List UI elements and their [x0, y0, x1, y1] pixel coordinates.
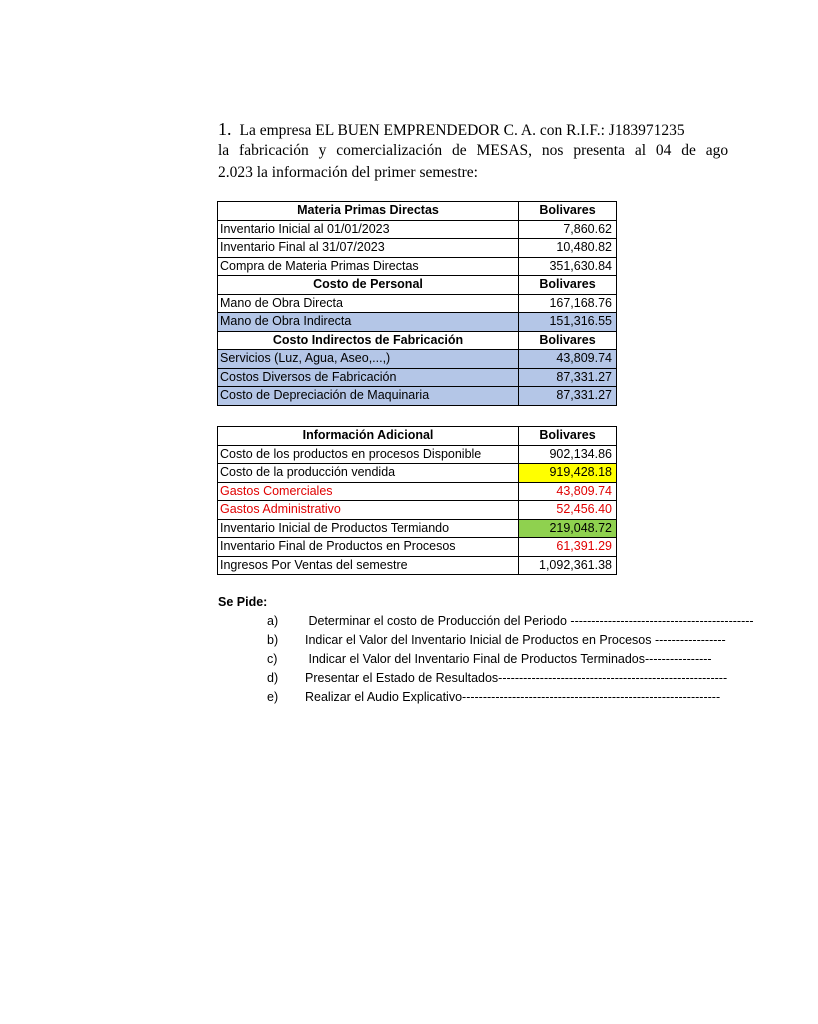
row-value-yellow-highlight: 919,428.18: [519, 464, 617, 483]
item-text: Indicar el Valor del Inventario Inicial de Productos en Procesos -----------------: [305, 633, 726, 647]
row-label: Inventario Final al 31/07/2023: [218, 239, 519, 258]
item-letter: e): [267, 690, 279, 704]
item-letter: a): [267, 614, 279, 628]
table-row: [218, 464, 617, 483]
intro-line-3: 2.023 la información del primer semestre:: [218, 164, 478, 181]
cost-table: [217, 201, 617, 406]
intro-line-2: la fabricación y comercialización de MESAS, nos presenta al 04 de ago: [218, 142, 729, 159]
row-label: Compra de Materia Primas Directas: [218, 257, 519, 276]
row-label: Servicios (Luz, Agua, Aseo,...,): [218, 350, 519, 369]
row-value: 87,331.27: [519, 368, 617, 387]
list-item: [218, 688, 721, 707]
row-value: 902,134.86: [519, 445, 617, 464]
table-header-row: [218, 427, 617, 446]
row-value: 7,860.62: [519, 220, 617, 239]
row-label: Costo de la producción vendida: [218, 464, 519, 483]
list-item: [218, 631, 726, 650]
table-row-highlighted: [218, 350, 617, 369]
row-label: Inventario Inicial de Productos Termiando: [218, 519, 519, 538]
table-row: [218, 257, 617, 276]
column-header-bolivares: Bolivares: [519, 276, 617, 295]
section-header-materia-prima: Materia Primas Directas: [218, 202, 519, 221]
row-value: 351,630.84: [519, 257, 617, 276]
row-value: 43,809.74: [519, 350, 617, 369]
row-value: 87,331.27: [519, 387, 617, 406]
column-header-bolivares: Bolivares: [519, 427, 617, 446]
additional-info-table: [217, 426, 617, 575]
exercise-number: 1.: [218, 119, 232, 139]
row-label-red: Gastos Comerciales: [218, 482, 519, 501]
item-text: Presentar el Estado de Resultados-------------------------------------------------------: [305, 671, 728, 685]
item-text: Determinar el costo de Producción del Periodo --------------------------------------------: [305, 614, 754, 628]
table-row: [218, 445, 617, 464]
column-header-bolivares: Bolivares: [519, 331, 617, 350]
section-header-informacion-adicional: Información Adicional: [218, 427, 519, 446]
item-text: Realizar el Audio Explicativo--------------------------------------------------------------: [305, 690, 721, 704]
row-label: Costo de Depreciación de Maquinaria: [218, 387, 519, 406]
table-row: [218, 519, 617, 538]
table-row: [218, 538, 617, 557]
table-row-highlighted: [218, 368, 617, 387]
list-item: [218, 612, 754, 631]
row-label-red: Gastos Administrativo: [218, 501, 519, 520]
row-value: 1,092,361.38: [519, 556, 617, 575]
table-row-highlighted: [218, 313, 617, 332]
row-value-red: 43,809.74: [519, 482, 617, 501]
requirements-list: [218, 593, 754, 707]
table-row: [218, 501, 617, 520]
row-label: Ingresos Por Ventas del semestre: [218, 556, 519, 575]
column-header-bolivares: Bolivares: [519, 202, 617, 221]
row-value: 167,168.76: [519, 294, 617, 313]
item-text: Indicar el Valor del Inventario Final de Productos Terminados----------------: [305, 652, 712, 666]
item-letter: d): [267, 671, 279, 685]
row-value-green-highlight: 219,048.72: [519, 519, 617, 538]
row-label: Inventario Final de Productos en Procesos: [218, 538, 519, 557]
table-row-highlighted: [218, 387, 617, 406]
list-item: [218, 669, 728, 688]
requirements-title: Se Pide:: [218, 595, 268, 609]
row-value-red: 52,456.40: [519, 501, 617, 520]
table-row: [218, 294, 617, 313]
intro-paragraph: [218, 118, 818, 184]
table-header-row: [218, 331, 617, 350]
row-label: Mano de Obra Directa: [218, 294, 519, 313]
table-row: [218, 239, 617, 258]
row-label: Costos Diversos de Fabricación: [218, 368, 519, 387]
table-row: [218, 482, 617, 501]
table-header-row: [218, 202, 617, 221]
row-label: Inventario Inicial al 01/01/2023: [218, 220, 519, 239]
row-label: Mano de Obra Indirecta: [218, 313, 519, 332]
table-row: [218, 220, 617, 239]
intro-line-1: 1. La empresa EL BUEN EMPRENDEDOR C. A. con R.I.F.: J183971235: [218, 119, 685, 139]
table-header-row: [218, 276, 617, 295]
section-header-costo-personal: Costo de Personal: [218, 276, 519, 295]
item-letter: b): [267, 633, 279, 647]
list-item: [218, 650, 712, 669]
section-header-costos-indirectos: Costo Indirectos de Fabricación: [218, 331, 519, 350]
row-value: 10,480.82: [519, 239, 617, 258]
row-value-red: 61,391.29: [519, 538, 617, 557]
row-value: 151,316.55: [519, 313, 617, 332]
item-letter: c): [267, 652, 278, 666]
row-label: Costo de los productos en procesos Disponible: [218, 445, 519, 464]
table-row: [218, 556, 617, 575]
